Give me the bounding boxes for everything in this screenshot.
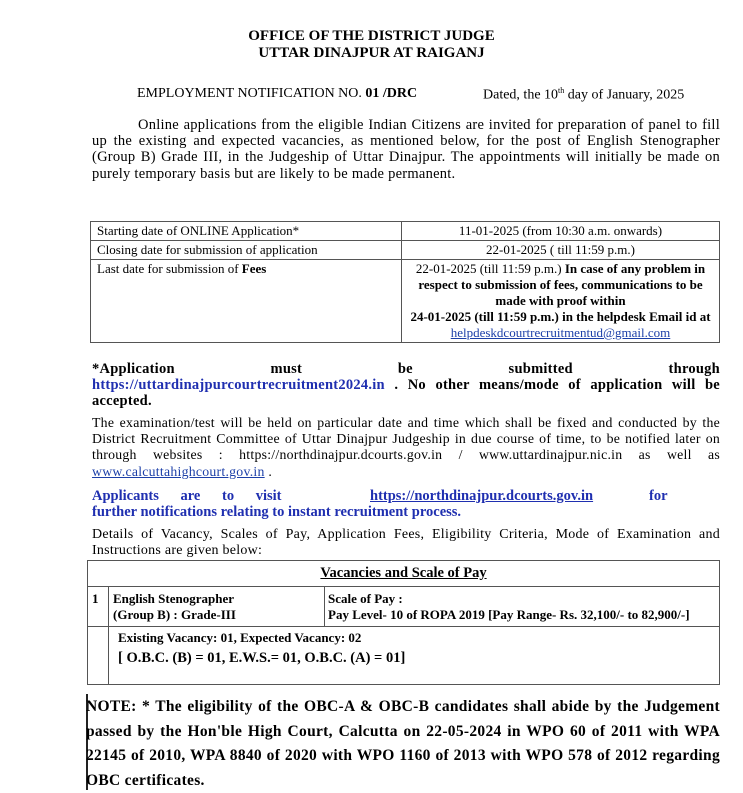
helpdesk-email-link[interactable]: helpdeskdcourtrecruitmentud@gmail.com (450, 325, 671, 340)
exam-end: . (264, 463, 273, 479)
close-label: Closing date for submission of application (91, 241, 402, 260)
visit-note (92, 488, 720, 505)
details-paragraph: Details of Vacancy, Scales of Pay, Application Fees, Eligibility Criteria, Mode of Examination and Instructions are given below: (92, 527, 720, 558)
visit-url-link[interactable]: https://northdinajpur.dcourts.gov.in (370, 488, 594, 504)
sl-no: 1 (92, 591, 99, 606)
intro-paragraph: Online applications from the eligible Indian Citizens are invited for preparation of panel to fill up the existing and expected vacancies, as mentioned below, for the post of English Stenographer (Group B) Grade III, in the Judgeship of Uttar Dinajpur. The appointments will initially be made on purely temporary basis but are likely to be made permanent. (92, 117, 720, 182)
fees-label-bold: Fees (241, 261, 267, 276)
close-value: 22-01-2025 ( till 11:59 p.m.) (402, 241, 720, 260)
obc-note: NOTE: * The eligibility of the OBC-A & OBC-B candidates shall abide by the Judgement passed by the Hon'ble High Court, Calcutta on 22-05-2024 in WPO 60 of 2011 with WPA 22145 of 2010, WPA 8840 of 2020 with WPO 1160 of 2013 with WPO 578 of 2012 regarding OBC certificates. (86, 698, 720, 789)
col-divider-2 (324, 587, 325, 626)
date-prefix: Dated, the 10 (483, 87, 559, 103)
vacancy-count: Existing Vacancy: 01, Expected Vacancy: 02 (118, 630, 362, 645)
col-divider-3 (108, 626, 109, 684)
visit-prefix: Applicants are to visit (92, 488, 282, 504)
fees-value-bold: In case of any problem in respect to submission of fees, communications to be made with proof within (418, 261, 706, 308)
application-note-line1: *Application must be submitted through (92, 361, 720, 377)
office-title-line1: OFFICE OF THE DISTRICT JUDGE (248, 28, 495, 44)
start-value: 11-01-2025 (from 10:30 a.m. onwards) (402, 222, 720, 241)
notification-number (137, 86, 417, 102)
application-note-suffix: . No other means/mode of application will be accepted. (92, 377, 720, 410)
scale-label: Scale of Pay : (328, 591, 403, 606)
fees-value (402, 260, 720, 343)
fees-value-plain: 22-01-2025 (till 11:59 p.m.) (415, 261, 565, 276)
post-line1: English Stenographer (113, 591, 234, 606)
date-suffix: day of January, 2025 (564, 87, 685, 103)
notification-date (483, 86, 684, 104)
post-name (113, 591, 236, 623)
dates-table (90, 221, 720, 343)
vacancy-post-row (88, 587, 719, 627)
col-divider-1 (108, 587, 109, 626)
calcutta-hc-link[interactable]: www.calcuttahighcourt.gov.in (92, 463, 265, 479)
fees-label (91, 260, 402, 343)
vacancy-heading: Vacancies and Scale of Pay (320, 565, 487, 581)
application-url-link[interactable]: https://uttardinajpurcourtrecruitment2024.in (92, 377, 385, 393)
start-label: Starting date of ONLINE Application* (91, 222, 402, 241)
date-sup: th (558, 86, 565, 95)
table-row (91, 222, 720, 241)
pay-scale (328, 591, 690, 623)
table-row (91, 241, 720, 260)
vacancy-box (87, 560, 720, 685)
visit-line2: further notifications relating to instant recruitment process. (92, 504, 462, 520)
office-title-line2: UTTAR DINAJPUR AT RAIGANJ (258, 45, 485, 61)
visit-for: for (649, 488, 668, 504)
vacancy-categories: [ O.B.C. (B) = 01, E.W.S.= 01, O.B.C. (A) = 01] (118, 650, 406, 666)
fees-label-prefix: Last date for submission of (97, 261, 242, 276)
notification-no: 01 /DRC (365, 86, 418, 101)
exam-text: The examination/test will be held on particular date and time which shall be fixed and conducted by the District Recruitment Committee of Uttar Dinajpur Judgeship in due course of time, to be notified later on through websites : https://northdinajpur.dcourts.gov.in / www.uttardinajpur.nic.in as well as (92, 415, 720, 463)
vacancy-heading-row (88, 561, 719, 587)
application-note-rest (92, 377, 720, 409)
notification-prefix: EMPLOYMENT NOTIFICATION NO. (137, 86, 366, 101)
fees-value-line2: 24-01-2025 (till 11:59 p.m.) in the helpdesk Email id at (410, 309, 711, 324)
table-row (91, 260, 720, 343)
exam-paragraph (92, 415, 720, 480)
post-line2: (Group B) : Grade-III (113, 607, 236, 622)
scale-value: Pay Level- 10 of ROPA 2019 [Pay Range- Rs. 32,100/- to 82,900/-] (328, 607, 690, 622)
